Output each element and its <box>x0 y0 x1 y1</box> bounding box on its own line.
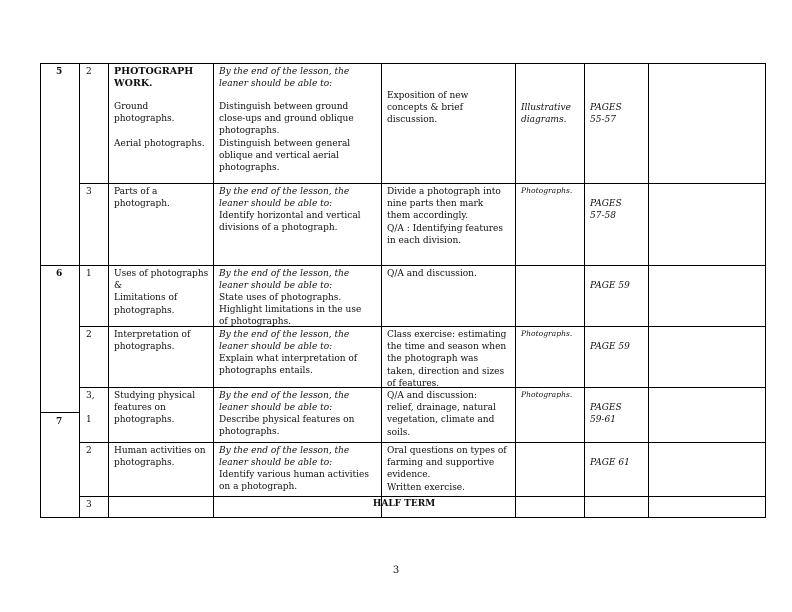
week-number: 6 <box>56 269 63 279</box>
references-text: PAGE 59 <box>590 342 630 352</box>
row-divider <box>79 183 766 184</box>
page-number: 3 <box>392 565 400 576</box>
objectives-intro: By the end of the lesson, the leaner should be able to: <box>219 330 350 353</box>
col-line <box>213 63 214 518</box>
lesson-number: 2 <box>86 446 92 456</box>
table-border-top <box>40 63 766 64</box>
resources-text: Photographs. <box>521 390 573 399</box>
week-divider <box>40 412 79 413</box>
col-line <box>381 63 382 518</box>
references-text: PAGES 59-61 <box>590 403 622 426</box>
topic-text: Interpretation of photographs. <box>114 330 191 353</box>
topic-text: Ground photographs. Aerial photographs. <box>114 102 205 149</box>
objectives-text: State uses of photographs. Highlight limitations in the use of photographs. <box>219 293 362 328</box>
resources-text: Illustrative diagrams. <box>521 103 571 126</box>
objectives-text: Explain what interpretation of photographs entails. <box>219 354 358 377</box>
objectives-text: Distinguish between ground close-ups and ground oblique photographs. Distinguish between general oblique and vertical aerial photographs. <box>219 102 354 174</box>
topic-text: Uses of photographs & Limitations of photographs. <box>114 269 209 316</box>
references-text: PAGE 59 <box>590 281 630 291</box>
lesson-number: 1 <box>86 269 92 279</box>
activities-text: Class exercise: estimating the time and season when the photograph was taken, direction and sizes of features. <box>387 330 507 389</box>
objectives-intro: By the end of the lesson, the leaner should be able to: <box>219 269 350 292</box>
lesson-number: 2 <box>86 330 92 340</box>
references-text: PAGES 57-58 <box>590 199 622 222</box>
topic-text: Parts of a photograph. <box>114 187 170 210</box>
col-line <box>108 63 109 518</box>
activities-text: Divide a photograph into nine parts then mark them accordingly. Q/A : Identifying features in each division. <box>387 187 503 246</box>
lesson-number: 3, 1 <box>86 391 95 426</box>
row-divider <box>79 326 766 327</box>
resources-text: Photographs. <box>521 186 573 195</box>
col-line <box>648 63 649 518</box>
lesson-number: 3 <box>86 187 92 197</box>
row-divider <box>79 496 766 497</box>
objectives-text: Identify various human activities on a photograph. <box>219 470 369 493</box>
topic-text: Studying physical features on photographs. <box>114 391 196 426</box>
table-border-bottom <box>40 517 766 518</box>
objectives-intro: By the end of the lesson, the leaner should be able to: <box>219 391 350 414</box>
activities-text: Exposition of new concepts & brief discussion. <box>387 91 469 126</box>
references-text: PAGE 61 <box>590 458 630 468</box>
col-line <box>79 63 80 518</box>
topic-title: PHOTOGRAPH WORK. <box>114 66 194 90</box>
week-number: 5 <box>56 67 63 77</box>
resources-text: Photographs. <box>521 329 573 338</box>
col-line <box>765 63 766 518</box>
objectives-text: Describe physical features on photographs. <box>219 415 355 438</box>
week-number: 7 <box>56 417 63 427</box>
objectives-text: Identify horizontal and vertical divisions of a photograph. <box>219 211 361 234</box>
row-divider <box>79 442 766 443</box>
lesson-number: 3 <box>86 500 92 510</box>
topic-text: Human activities on photographs. <box>114 446 206 469</box>
references-text: PAGES 55-57 <box>590 103 622 126</box>
activities-text: Oral questions on types of farming and supportive evidence. Written exercise. <box>387 446 507 493</box>
objectives-intro: By the end of the lesson, the leaner should be able to: <box>219 67 350 90</box>
col-line <box>515 63 516 518</box>
half-term-label: HALF TERM <box>372 499 436 509</box>
col-line <box>40 63 41 518</box>
objectives-intro: By the end of the lesson, the leaner should be able to: <box>219 187 350 210</box>
objectives-intro: By the end of the lesson, the leaner should be able to: <box>219 446 350 469</box>
activities-text: Q/A and discussion. <box>387 269 477 279</box>
lesson-number: 2 <box>86 67 92 77</box>
col-line <box>584 63 585 518</box>
activities-text: Q/A and discussion: relief, drainage, natural vegetation, climate and soils. <box>387 391 496 438</box>
week-divider <box>40 265 766 266</box>
scheme-table <box>40 63 766 518</box>
